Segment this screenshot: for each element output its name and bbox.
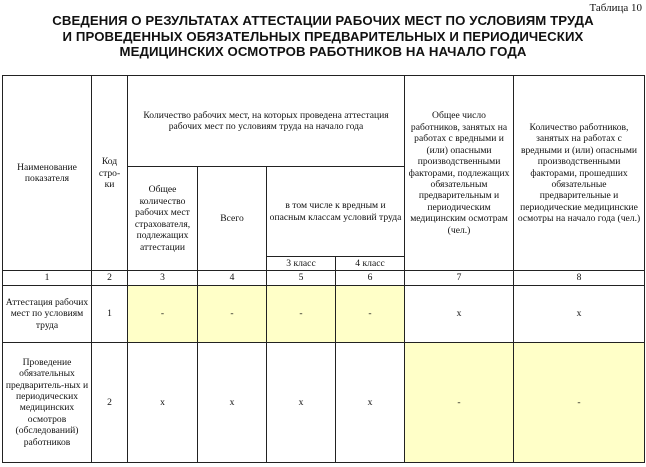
- header-indicator-name: Наименование показателя: [3, 76, 92, 271]
- title-line-3: МЕДИЦИНСКИХ ОСМОТРОВ РАБОТНИКОВ НА НАЧАЛО ГОДА: [119, 44, 527, 59]
- row-2-col-5: x: [267, 342, 336, 462]
- page-title: [0, 13, 646, 60]
- row-2-col-4: x: [198, 342, 267, 462]
- header-class-4: 4 класс: [336, 257, 405, 271]
- header-workers-passed-exams: Количество работников, занятых на работах с вредными и (или) опасными производственными факторами, прошедших обязательные предварительные и периодические медицинские осмотры на начало года (чел.): [514, 76, 645, 271]
- row-2-col-6: x: [336, 342, 405, 462]
- column-number-7: 7: [405, 271, 514, 285]
- row-1-col-3: -: [128, 285, 198, 342]
- title-line-2: И ПРОВЕДЕННЫХ ОБЯЗАТЕЛЬНЫХ ПРЕДВАРИТЕЛЬНЫХ И ПЕРИОДИЧЕСКИХ: [62, 28, 584, 44]
- header-class-3: 3 класс: [267, 257, 336, 271]
- header-row-code: Код стро-ки: [92, 76, 128, 271]
- header-workplaces-group: Количество рабочих мест, на которых проведена аттестация рабочих мест по условиям труда на начало года: [128, 76, 405, 167]
- header-workers-subject-exams: Общее число работников, занятых на работах с вредными и (или) опасными производственными факторами, подлежащих обязательным предварительным и периодическим медицинским осмотрам (чел.): [405, 76, 514, 271]
- header-total-workplaces-subject: Общее количество рабочих мест страхователя, подлежащих аттестации: [128, 167, 198, 271]
- row-1-code: 1: [92, 285, 128, 342]
- column-number-6: 6: [336, 271, 405, 285]
- column-number-4: 4: [198, 271, 267, 285]
- row-1-col-7: x: [405, 285, 514, 342]
- column-number-5: 5: [267, 271, 336, 285]
- row-2-col-3: x: [128, 342, 198, 462]
- row-2-code: 2: [92, 342, 128, 462]
- header-row-1: [3, 76, 645, 167]
- row-2-col-8: -: [514, 342, 645, 462]
- title-line-1: СВЕДЕНИЯ О РЕЗУЛЬТАТАХ АТТЕСТАЦИИ РАБОЧИХ МЕСТ ПО УСЛОВИЯМ ТРУДА: [52, 13, 594, 28]
- row-1-col-8: x: [514, 285, 645, 342]
- header-total: Всего: [198, 167, 267, 271]
- row-1-col-4: -: [198, 285, 267, 342]
- header-harmful-classes: в том числе к вредным и опасным классам условий труда: [267, 167, 405, 257]
- row-2-name: Проведение обязательных предваритель-ных и периодических медицинских осмотров (обследований) работников: [3, 342, 92, 462]
- column-number-3: 3: [128, 271, 198, 285]
- column-number-8: 8: [514, 271, 645, 285]
- column-number-1: 1: [3, 271, 92, 285]
- column-number-row: [3, 271, 645, 285]
- row-1-col-5: -: [267, 285, 336, 342]
- row-1-col-6: -: [336, 285, 405, 342]
- table-row: [3, 285, 645, 342]
- table-row: [3, 342, 645, 462]
- row-2-col-7: -: [405, 342, 514, 462]
- table-number: Таблица 10: [589, 2, 642, 14]
- data-table: [2, 75, 645, 463]
- row-1-name: Аттестация рабочих мест по условиям труда: [3, 285, 92, 342]
- column-number-2: 2: [92, 271, 128, 285]
